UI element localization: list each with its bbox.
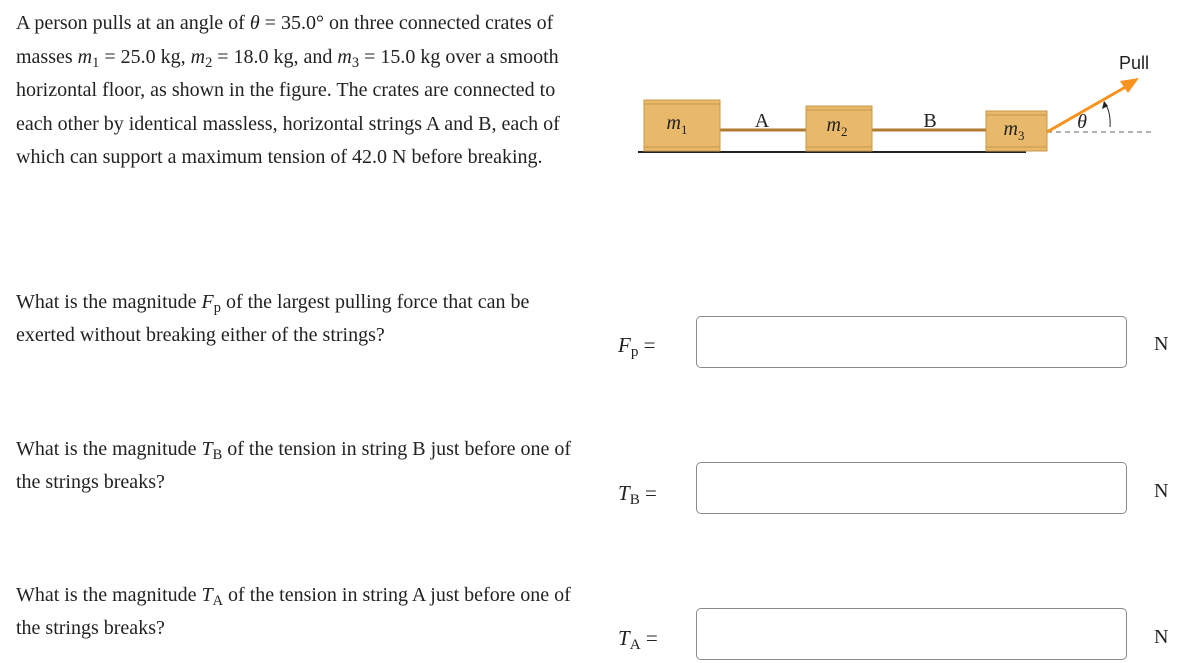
theta-label: θ [1077, 111, 1087, 133]
problem-text: = 35.0° on three connected crates of masses [16, 12, 554, 68]
problem-statement [16, 7, 576, 175]
pull-arrow-shaft [1047, 85, 1129, 132]
problem-text: = 18.0 kg, and [212, 45, 338, 68]
m1-label: m [666, 112, 681, 134]
equals-sign: = [640, 626, 658, 650]
m3-label-subscript: 3 [1017, 128, 1025, 143]
m2-subscript: 2 [205, 54, 213, 71]
ta-unit: N [1154, 626, 1169, 648]
pull-arrow-head [1120, 78, 1139, 93]
crates-figure [636, 55, 1156, 165]
m3-label: m [1003, 118, 1018, 140]
ta-symbol: T [201, 584, 213, 606]
string-b-label: B [923, 110, 937, 132]
m3-subscript: 3 [351, 54, 360, 71]
question-text: of the tension in string B just before one of the strings breaks? [16, 438, 572, 493]
m1-subscript: 1 [92, 54, 100, 71]
equals-sign: = [639, 481, 657, 505]
m3-symbol: m [337, 45, 352, 68]
fp-subscript: p [213, 300, 221, 317]
m2-symbol: m [190, 45, 206, 68]
question-text: What is the magnitude [16, 584, 202, 606]
tb-label-symbol: T [618, 481, 630, 505]
m2-label: m [826, 114, 841, 136]
pull-label: Pull [1118, 55, 1150, 73]
problem-text: A person pulls at an angle of [16, 12, 250, 34]
question-tb [16, 433, 586, 499]
fp-symbol: F [201, 291, 214, 313]
m1-label-subscript: 1 [680, 122, 688, 137]
m1-symbol: m [77, 45, 93, 68]
tb-symbol: T [201, 438, 213, 460]
equals-sign: = [638, 333, 656, 357]
question-text: of the largest pulling force that can be exerted without breaking either of the strings? [16, 291, 530, 346]
problem-text: = 25.0 kg, [99, 45, 191, 68]
fp-answer-label [618, 333, 656, 361]
ta-answer-label [618, 626, 658, 654]
m2-label-subscript: 2 [840, 124, 848, 139]
tb-unit: N [1154, 480, 1169, 502]
question-text: of the tension in string A just before one of the strings breaks? [16, 584, 571, 639]
problem-text: = 15.0 kg over a smooth horizontal floor, as shown in the figure. The crates are connected to each other by identical massless, horizontal strings A and B, each of which can support a maximum tension of 42.0 N before breaking. [16, 45, 560, 168]
question-text: What is the magnitude [16, 291, 202, 313]
string-a-label: A [754, 110, 770, 132]
fp-unit: N [1154, 333, 1169, 355]
tb-answer-input[interactable] [696, 462, 1127, 514]
tb-answer-label [618, 481, 657, 509]
ta-label-subscript: A [629, 637, 641, 654]
question-fp [16, 286, 586, 352]
ta-label-symbol: T [618, 626, 630, 650]
tb-subscript: B [212, 447, 223, 464]
fp-answer-input[interactable] [696, 316, 1127, 368]
fp-label-symbol: F [618, 333, 631, 357]
ta-answer-input[interactable] [696, 608, 1127, 660]
fp-label-subscript: p [630, 344, 639, 361]
ta-subscript: A [212, 593, 224, 610]
tb-label-subscript: B [629, 492, 640, 509]
question-text: What is the magnitude [16, 438, 202, 460]
theta-symbol: θ [249, 12, 260, 34]
question-ta [16, 579, 586, 645]
